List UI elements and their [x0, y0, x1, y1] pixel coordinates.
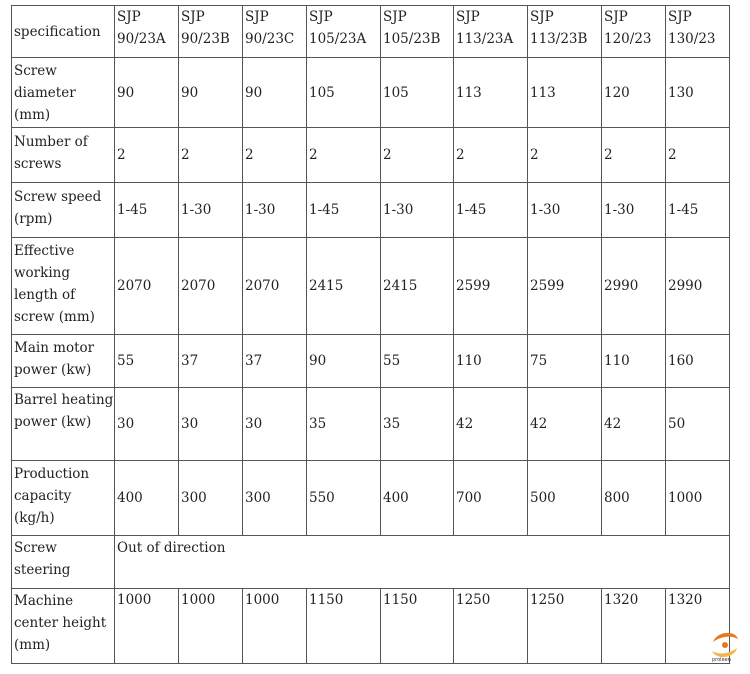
table-cell: 400	[115, 461, 179, 536]
logo-center-dot	[722, 642, 728, 648]
table-cell: 105	[307, 58, 381, 128]
row-label: Main motor power (kw)	[12, 335, 115, 388]
table-cell: 800	[602, 461, 666, 536]
row-label: Number of screws	[12, 128, 115, 183]
model-series: SJP	[456, 9, 480, 25]
table-cell: 2	[666, 128, 730, 183]
table-cell: 35	[307, 388, 381, 461]
table-cell: 2	[381, 128, 454, 183]
table-cell: 42	[602, 388, 666, 461]
table-cell: 120	[602, 58, 666, 128]
table-cell: 2	[243, 128, 307, 183]
table-cell: 37	[179, 335, 243, 388]
table-row	[12, 461, 730, 536]
table-cell: 30	[243, 388, 307, 461]
table-row	[12, 388, 730, 461]
table-cell: 30	[115, 388, 179, 461]
table-cell: 90	[307, 335, 381, 388]
table-cell: 110	[454, 335, 528, 388]
row-label: Effective working length of screw (mm)	[12, 238, 115, 335]
model-header	[243, 6, 307, 58]
table-row	[12, 335, 730, 388]
table-row	[12, 589, 730, 664]
table-cell: 500	[528, 461, 602, 536]
table-cell: 2990	[602, 238, 666, 335]
table-cell: 1150	[381, 589, 454, 664]
model-header	[307, 6, 381, 58]
table-cell: 1000	[115, 589, 179, 664]
model-series: SJP	[309, 9, 333, 25]
table-cell: 1000	[666, 461, 730, 536]
table-cell: 90	[179, 58, 243, 128]
row-label: Screw diameter (mm)	[12, 58, 115, 128]
table-cell: 300	[179, 461, 243, 536]
model-code: 120/23	[604, 31, 652, 47]
table-cell: 2070	[179, 238, 243, 335]
model-header	[454, 6, 528, 58]
model-series: SJP	[383, 9, 407, 25]
table-cell: 1-30	[528, 183, 602, 238]
table-cell: 1150	[307, 589, 381, 664]
model-series: SJP	[530, 9, 554, 25]
table-cell: 1000	[243, 589, 307, 664]
table-cell: 1-30	[179, 183, 243, 238]
table-cell: 1-45	[454, 183, 528, 238]
table-cell: 55	[115, 335, 179, 388]
table-cell: 300	[243, 461, 307, 536]
table-cell: 1250	[454, 589, 528, 664]
table-cell: 37	[243, 335, 307, 388]
model-header	[602, 6, 666, 58]
model-series: SJP	[117, 9, 141, 25]
row-label: Screw speed (rpm)	[12, 183, 115, 238]
table-cell: 1-45	[666, 183, 730, 238]
table-cell: 90	[115, 58, 179, 128]
table-cell: 1320	[602, 589, 666, 664]
table-cell: 550	[307, 461, 381, 536]
table-cell: 2	[115, 128, 179, 183]
table-row	[12, 128, 730, 183]
table-row	[12, 238, 730, 335]
row-label: Production capacity (kg/h)	[12, 461, 115, 536]
table-cell: 130	[666, 58, 730, 128]
merged-cell: Out of direction	[115, 536, 730, 589]
table-cell: 2	[307, 128, 381, 183]
model-code: 90/23B	[181, 31, 230, 47]
table-cell: 1-30	[602, 183, 666, 238]
table-cell: 400	[381, 461, 454, 536]
model-code: 105/23A	[309, 31, 367, 47]
table-cell: 1250	[528, 589, 602, 664]
model-header	[381, 6, 454, 58]
table-cell: 75	[528, 335, 602, 388]
header-label-cell	[12, 6, 115, 58]
watermark-text: proleen	[712, 657, 731, 663]
table-cell: 42	[454, 388, 528, 461]
logo-swirl-lower	[712, 648, 737, 657]
table-cell: 2070	[115, 238, 179, 335]
specification-table	[11, 5, 730, 664]
table-cell: 1-30	[381, 183, 454, 238]
table-cell: 700	[454, 461, 528, 536]
table-cell: 35	[381, 388, 454, 461]
logo-swirl-upper	[713, 633, 738, 642]
table-cell: 30	[179, 388, 243, 461]
row-label: Machine center height (mm)	[12, 589, 115, 664]
model-series: SJP	[604, 9, 628, 25]
model-header	[666, 6, 730, 58]
table-cell: 2070	[243, 238, 307, 335]
model-code: 113/23A	[456, 31, 514, 47]
table-cell: 2	[179, 128, 243, 183]
model-header	[528, 6, 602, 58]
row-label: Screw steering	[12, 536, 115, 589]
row-label: Barrel heating power (kw)	[12, 388, 115, 461]
model-series: SJP	[245, 9, 269, 25]
model-header	[115, 6, 179, 58]
table-cell: 2	[454, 128, 528, 183]
table-cell: 1-45	[307, 183, 381, 238]
table-cell: 1000	[179, 589, 243, 664]
table-cell: 1-30	[243, 183, 307, 238]
header-label: specification	[14, 23, 101, 40]
table-cell: 2415	[307, 238, 381, 335]
table-cell: 2990	[666, 238, 730, 335]
table-cell: 2	[602, 128, 666, 183]
model-series: SJP	[668, 9, 692, 25]
table-cell: 113	[528, 58, 602, 128]
table-row	[12, 58, 730, 128]
table-cell: 1-45	[115, 183, 179, 238]
table-cell: 110	[602, 335, 666, 388]
table-cell: 2599	[528, 238, 602, 335]
model-header	[179, 6, 243, 58]
table-row	[12, 536, 730, 589]
table-cell: 2415	[381, 238, 454, 335]
model-code: 90/23C	[245, 31, 295, 47]
model-series: SJP	[181, 9, 205, 25]
table-cell: 2599	[454, 238, 528, 335]
table-cell: 160	[666, 335, 730, 388]
table-row	[12, 183, 730, 238]
header-row	[12, 6, 730, 58]
table-cell: 1320	[666, 589, 730, 664]
model-code: 130/23	[668, 31, 716, 47]
table-cell: 42	[528, 388, 602, 461]
model-code: 90/23A	[117, 31, 166, 47]
model-code: 113/23B	[530, 31, 588, 47]
model-code: 105/23B	[383, 31, 441, 47]
table-cell: 113	[454, 58, 528, 128]
table-cell: 105	[381, 58, 454, 128]
table-cell: 90	[243, 58, 307, 128]
table-cell: 50	[666, 388, 730, 461]
table-cell: 55	[381, 335, 454, 388]
table-cell: 2	[528, 128, 602, 183]
